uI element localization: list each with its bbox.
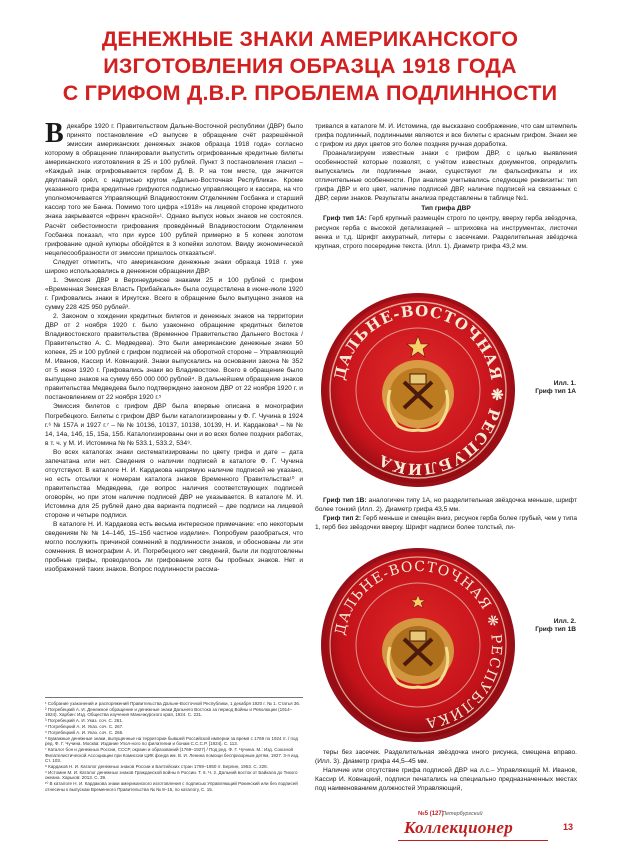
grif-1a-ring-text: ДАЛЬНЕ-ВОСТОЧНАЯ ❋ РЕСПУБЛИКА <box>330 301 507 479</box>
paragraph-grif-2-continued: теры без засечек. Разделительная звёздочка иного рисунка, смещена вправо. (Илл. 3). Диаметр грифа 44,5–45 мм. <box>315 749 577 766</box>
grif-1b-label: Гриф тип 1В: <box>323 497 367 504</box>
paragraph-grif-1b <box>315 496 577 514</box>
footnote: ⁶ Бумажные денежные знаки, выпущенные на территории бывшей Российской империи за время с 1769 по 1924 гг. / под ред. Ф. Г. Чучина. Москва: Издание Упол-ного по филателии и бонам С.С.С.Р. [1924]. С. 113. <box>45 735 298 747</box>
paragraph-usage: Следует отметить, что американские денежные знаки образца 1918 г. уже широко использовались в денежном обращении ДВР: <box>45 258 303 275</box>
paragraph-emission-1: 1. Эмиссия ДВР в Верхнеудинске знаками 25 и 100 рублей с грифом «Временная Земская Власть Прибайкалья» была осуществлена в июне-июле 1920 г. Грифовались знаки в Иркутске. Всего в обращение было выпущено знаков на сумму 228 425 950 рублей³. <box>45 276 303 311</box>
footnote: ¹⁰ В каталоге Н. И. Кардакова знаки американского изготовления с подписью Управляющий Рокинский или без подписей отнесены к выпускам Временного Правительства № № 8–15, по каталогу, С. 15. <box>45 781 298 792</box>
ill2-caption <box>512 618 576 634</box>
footnote: ² Погребецкий А. И. Денежное обращение и денежные знаки Дальнего Востока за период Войны и Революции (1914–1924). Харбин: Изд. Общества изучения Маньчжурского края, 1924. С. 231. <box>45 706 293 718</box>
title-line-3: С ГРИФОМ Д.В.Р. ПРОБЛЕМА ПОДЛИННОСТИ <box>62 81 558 105</box>
paragraph-grif-2 <box>315 514 577 532</box>
grif-1a-label: Гриф тип 1А: <box>323 215 367 223</box>
right-column <box>315 122 577 251</box>
page-title <box>30 26 590 107</box>
footnote: ⁵ Погребецкий А. И. Указ. соч. С. 265. <box>45 730 124 736</box>
footnote: ⁹ Истомин М. И. Каталог денежных знаков Гражданской войны в России. Т. 6. Ч. 2. Дальний восток от Байкала до Тихого океана. Харьков: 2013. С. 39. <box>45 769 298 781</box>
footnote: ³ Погребецкий А. И. Указ. соч. С. 261. <box>45 718 123 724</box>
ill2-type: Гриф тип 1В <box>535 626 576 633</box>
right-column-bottom <box>315 748 577 793</box>
issue-number: №5 (127) <box>418 811 444 817</box>
grif-1b-seal-image <box>318 545 518 745</box>
footnote: ⁴ Погребецкий А. И. Указ. соч. С. 267. <box>45 724 124 730</box>
magazine-subtitle: Петербургский <box>442 811 483 817</box>
ill1-number: Илл. 1. <box>553 380 576 387</box>
magazine-logo <box>398 809 578 835</box>
right-column-middle <box>315 496 577 532</box>
grif-1a-text: Герб крупный размещён строго по центру, вверху герба звёздочка, рисунок герба с высокой детализацией – штриховка на инструментах, листочки венка и т.д. Шрифт аккуратный, литеры с засечками. Разделительная звёздочка крупная, строго посередине текста. (Илл. 1). Диаметр грифа 43,2 мм. <box>315 215 577 250</box>
paragraph-signatures: Наличие или отсутствие грифа подписей ДВР на л.с.– Управляющий М. Иванов, Кассир И. Ковнацкий, подписи печатались на специально предназначенных местах под наименованием должностей Управляющий, <box>315 767 577 793</box>
footer-divider <box>398 840 548 841</box>
footnote: ⁸ Кардаков Н. И. Каталог денежных знаков России и Балтийских стран 1769–1950 гг. Берлин, 1953. С. 228. <box>45 763 268 769</box>
title-line-1: ДЕНЕЖНЫЕ ЗНАКИ АМЕРИКАНСКОГО <box>101 27 519 51</box>
footnotes <box>45 697 303 793</box>
paragraph-analysis: Проанализируем известные знаки с грифом ДВР, с целью выявления особенностей которые позволят, с учётом известных документов, определить выпускались ли подлинные знаки, существуют ли фальсификаты и их отличительные особенности. При анализе учитывались следующие реквизиты: тип грифа ДВР и его цвет, наличие подписей ДВР, наличие подписей на связанных с ДВР, серии знаков. Результаты анализа представлены в таблице №1. <box>315 150 577 203</box>
page-number: 13 <box>563 822 574 832</box>
grif-2-label: Гриф тип 2: <box>323 515 362 523</box>
grif-1b-text: аналогичен типу 1А, но разделительная звёздочка меньше, шрифт более тонкий (Илл. 2). Диаметр грифа 43,5 мм. <box>315 497 577 514</box>
intro-text: декабре 1920 г. Правительством Дальне-Восточной республики (ДВР) было принято постановление «О выпуске в обращение счёт разрешённой эмиссии американских денежных знаков образца 1918 года» согласно которому в обращение планировали выпустить огрифованные кредитные билеты американского изготовления в 25 и 100 рублей. Пункт 3 постановления гласил – «Каждый знак огрифовывается гербом Д. В. Р. на том месте, где значится двуглавый орёл, с надписью кругом «Дально-Восточная Республика». Кроме указанного грифа кредитные грифуются подписью управляющего и кассира, на что уполномочивается Управляющий Владивостоким Отделением Госбанка и старший кассир того же Банка. Помимо того цифра «1918» на лицевой стороне кредитного знака закрывается «френч красной»¹. Однако выпуск новых знаков не состоялся. Расчёт себестоимости грифования проведённый Владивостоским Отделением Госбанка показал, что при курсе 100 рублей примерно в 5 копеек золотом грифование одной купюры обойдётся в 3 копейки золотом. Ввиду экономической нецелесообразности от эмиссии пришлось отказаться². <box>45 123 303 257</box>
magazine-name: Коллекционер <box>404 818 514 837</box>
paragraph-catalogs: Эмиссия билетов с грифом ДВР была впервые описана в монографии Погребецкого. Билеты с грифом ДВР были каталогизированы у Ф. Г. Чучина в 1924 г.⁶ № 157А и 1927 г.⁷ – № № 10136, 10137, 10138, 10139, Н. И. Кардакова⁸ – № № 14, 14а, 14б, 15, 15а, 15б. Каталогизированы они и во всех более поздних работах, в т. ч. у М. И. Истомина № № 533.1, 533.2, 534⁹. <box>45 403 303 447</box>
subheading-grif-type: Тип грифа ДВР <box>421 205 471 213</box>
ill1-caption <box>512 380 576 396</box>
left-column <box>45 118 303 574</box>
ill2-number: Илл. 2. <box>553 618 576 625</box>
paragraph-emission-2: 2. Законом о хождении кредитных билетов и денежных знаков на территории ДВР от 2 ноября 1920 г. было узаконено обращение кредитных билетов Владивостокского правительства (Временное Правительство Дальнего Востока / Правительство А. С. Медведева). Это были американские денежные знаки 50 копеек, 25 и 100 рублей с грифом подписей на оборотной стороне – Управляющий М. Иванов, Кассир И. Ковнацкий. Знаки выпускались на основании закона № 352 от 5 июня 1920 г. Грифовались знаки во Владивостоке. Всего в обращение было выпущено знаков на сумму 650 000 000 рублей⁴. В дальнейшем обращение знаков правительства Медведева было подтверждено законом ДВР от 22 ноября 1920 г. и постановлением от 22 ноября 1920 г.⁵ <box>45 312 303 402</box>
drop-cap: В <box>45 118 64 149</box>
paragraph-systematization: Во всех каталогах знаки систематизированы по цвету грифа и дате – дата запечатана или нет. Сведения о наличии подписей в каталоге Ф. Г. Чучина отсутствуют. В каталоге Н. И. Кардакова напрямую наличие подписей не указано, но есть отсылки к номерам каталога знаков Временного Правительства¹⁰ и правительства Медведева, где вопрос наличия соответствующих подписей оговорён, но при этом наличие подписей ДВР не указывается. В каталоге М. И. Истомина для 25 рублей дано два варианта подписей – две подписи на лицевой стороне и четыре подписи. <box>45 448 303 520</box>
ill1-type: Гриф тип 1А <box>535 388 576 395</box>
paragraph-grif-1a <box>315 214 577 250</box>
grif-1a-seal-image <box>318 290 518 490</box>
intro-paragraph <box>45 118 303 258</box>
paragraph-kardakov-note: В каталоге Н. И. Кардакова есть весьма интересное примечание: «по некоторым сведениям № № 14–14б, 15–15б частное изделие». Попробуем разобраться, что могло послужить причиной сомнений в подлинности знаков, и обоснованы ли эти сомнения. В монографии А. И. Погребецкого нет сведений, были ли подготовлены пробные грифы, проводилось ли грифование хотя бы пробных знаков. Нет и изображений таких знаков. Вопрос подлинности рассма- <box>45 521 303 574</box>
paragraph-continuation: тривался в каталоге М. И. Истомина, где высказано соображение, что сам штемпель грифа подлинный, подлинными являются и все билеты с красным грифом. Знаки же с грифом из двух цветов это более поздняя ручная доработка. <box>315 123 577 149</box>
footnote: ¹ Собрание узаконений и распоряжений Правительства Дальне-Восточной Республики, 1 декабря 1920 г. № 1. Статья 36. <box>45 701 301 706</box>
grif-2-text: Герб меньше и смещён вниз, рисунок герба более грубый, чем у типа 1, герб без звёздочки вверху. Шрифт надписи более толстый, ли- <box>315 515 577 532</box>
title-line-2: ИЗГОТОВЛЕНИЯ ОБРАЗЦА 1918 ГОДА <box>103 54 517 78</box>
footnote: ⁷ Каталог бон и денежных России, СССР, окраин и образований (1769–1927) / Под ред. Ф. Г. Чучина. М.: Изд. Союзной Филателистической Ассоциации при Комиссии ЦИК фонда им. В. И. Ленина помощи беспризорным детям, 1927. 3-я изд. Ст. 103. <box>45 747 300 764</box>
grif-1b-ring-text: ДАЛЬНЕ-ВОСТОЧНАЯ ❋ РЕСПУБЛИКА <box>332 558 505 731</box>
